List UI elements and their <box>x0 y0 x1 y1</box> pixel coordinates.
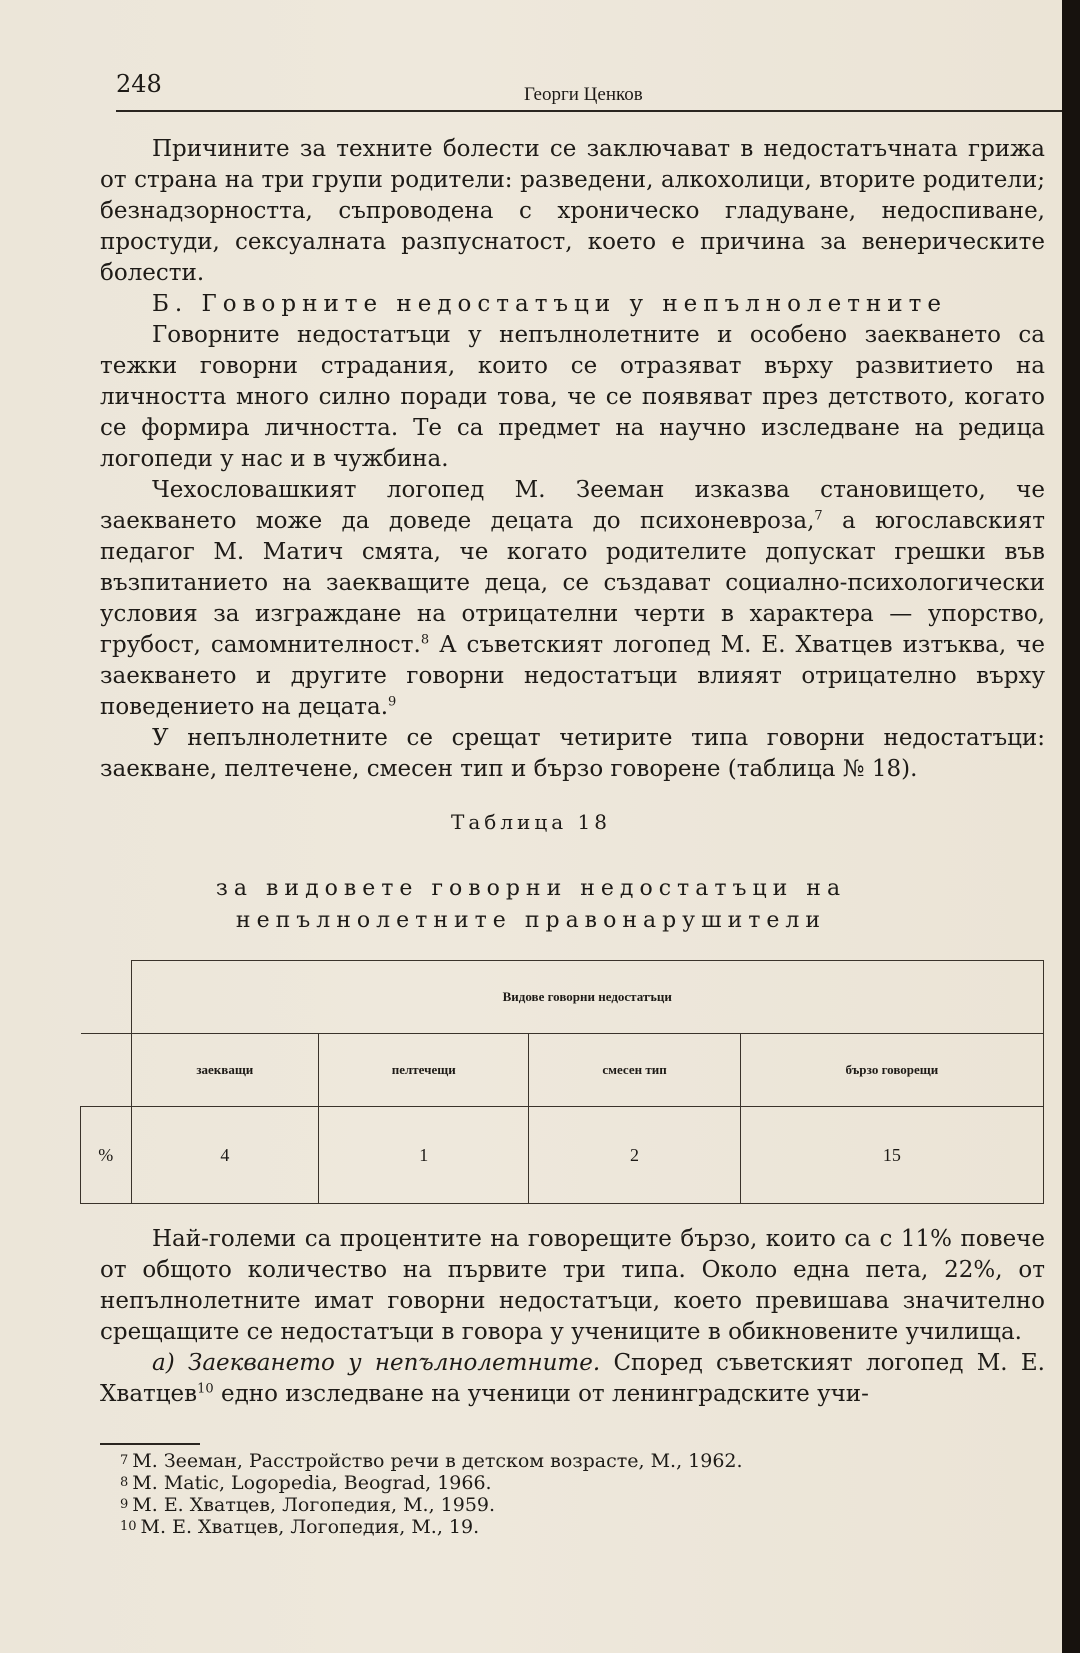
text-segment: Чехословашкият логопед М. Зееман изказва становището, че заекването може да доведе децата до психоневроза, <box>100 477 1045 534</box>
column-header: смесен тип <box>529 1034 740 1107</box>
paragraph-stuttering <box>100 1348 1045 1410</box>
row-label: % <box>81 1107 132 1204</box>
footnote-ref: 7 <box>814 508 823 524</box>
footnote-ref: 8 <box>420 632 430 648</box>
column-header: пелтечещи <box>319 1034 529 1107</box>
subsection-title: а) Заекването у непълнолетните. <box>152 1350 601 1376</box>
table-cell: 2 <box>529 1107 740 1204</box>
footnote-mark: 8 <box>120 1475 129 1490</box>
table-cell: 4 <box>131 1107 319 1204</box>
section-b-heading: Б. Говорните недостатъци у непълнолетните <box>152 291 947 317</box>
table-subheader-row <box>81 1034 1044 1107</box>
column-header: бързо говорещи <box>740 1034 1043 1107</box>
paragraph-specialists <box>100 475 1045 723</box>
text-block-bottom <box>100 1224 1045 1410</box>
footnote-ref: 10 <box>197 1381 214 1397</box>
footnote-mark: 9 <box>120 1497 129 1512</box>
footnote-mark: 7 <box>120 1453 129 1468</box>
header-rule <box>116 110 1062 112</box>
footnote <box>120 1472 743 1494</box>
table-corner-cell <box>81 1034 132 1107</box>
text-segment: Според съветският логопед М. Е. Хватцев <box>100 1350 1045 1407</box>
footnote-mark: 10 <box>120 1519 137 1534</box>
book-spine-shadow <box>1062 0 1080 1653</box>
footnote-text: М. Зееман, Расстройство речи в детском возрасте, М., 1962. <box>132 1450 743 1472</box>
table-title-line-1: за видовете говорни недостатъци на <box>215 876 847 901</box>
table-corner-cell <box>81 961 132 1034</box>
table-cell: 1 <box>319 1107 529 1204</box>
footnote-text: М. Matic, Logopedia, Beograd, 1966. <box>132 1472 492 1494</box>
text-segment: А съветският логопед М. Е. Хватцев изтъква, че заекването и другите говорни недостатъци влияят отрицателно върху поведението на децата. <box>100 632 1045 720</box>
paragraph-speech-defects: Говорните недостатъци у непълнолетните и особено заекването са тежки говорни страдания, които се отразяват върху развитието на личността много силно поради това, че се появяват през детството, когато се формира личността. Те са предмет на научно изследване на редица логопеди у нас и в чужбина. <box>100 322 1045 472</box>
table-cell: 15 <box>740 1107 1043 1204</box>
page-number: 248 <box>116 70 162 98</box>
footnote <box>120 1450 743 1472</box>
table-title-line-2: непълнолетните правонарушители <box>235 908 827 933</box>
text-segment: едно изследване на ученици от ленинградските учи- <box>213 1381 869 1407</box>
footnotes <box>120 1450 743 1538</box>
footnote-text: М. Е. Хватцев, Логопедия, М., 19. <box>140 1516 480 1538</box>
footnote-rule <box>100 1443 200 1445</box>
page-header <box>116 70 1062 122</box>
running-head: Георги Ценков <box>524 84 643 105</box>
text-block-top <box>100 134 1045 785</box>
text-segment: а югославският педагог М. Матич смята, че когато родителите допускат грешки във възпитанието на заекващите деца, се създават социално-психологически условия за изграждане на отрицателни черти в характера — упорство, грубост, самомнителност. <box>100 508 1045 658</box>
paragraph-results: Най-големи са процентите на говорещите бързо, които са с 11% повече от общото количество на първите три типа. Около една пета, 22%, от непълнолетните имат говорни недостатъци, което превишава значително срещащите се недостатъци в говора у учениците в обикновените училища. <box>100 1226 1045 1345</box>
paragraph-four-types: У непълнолетните се срещат четирите типа говорни недостатъци: заекване, пелтечене, смесен тип и бързо говорене (таблица № 18). <box>100 725 1045 782</box>
footnote-ref: 9 <box>388 694 397 710</box>
footnote <box>120 1516 743 1538</box>
column-header: заекващи <box>131 1034 319 1107</box>
footnote-text: М. Е. Хватцев, Логопедия, М., 1959. <box>132 1494 496 1516</box>
table-group-header: Видове говорни недостатъци <box>131 961 1044 1034</box>
footnote <box>120 1494 743 1516</box>
table-header-row <box>81 961 1044 1034</box>
speech-defects-table <box>80 960 1044 1204</box>
table-row <box>81 1107 1044 1204</box>
paragraph-causes: Причините за техните болести се заключават в недостатъчната грижа от страна на три групи родители: разведени, алкохолици, вторите родители; безнадзорността, съпроводена с хроническо гладуване, недоспиване, простуди, сексуалната разпуснатост, което е причина за венерическите болести. <box>100 136 1045 286</box>
table-caption: Таблица 18 <box>451 810 611 834</box>
